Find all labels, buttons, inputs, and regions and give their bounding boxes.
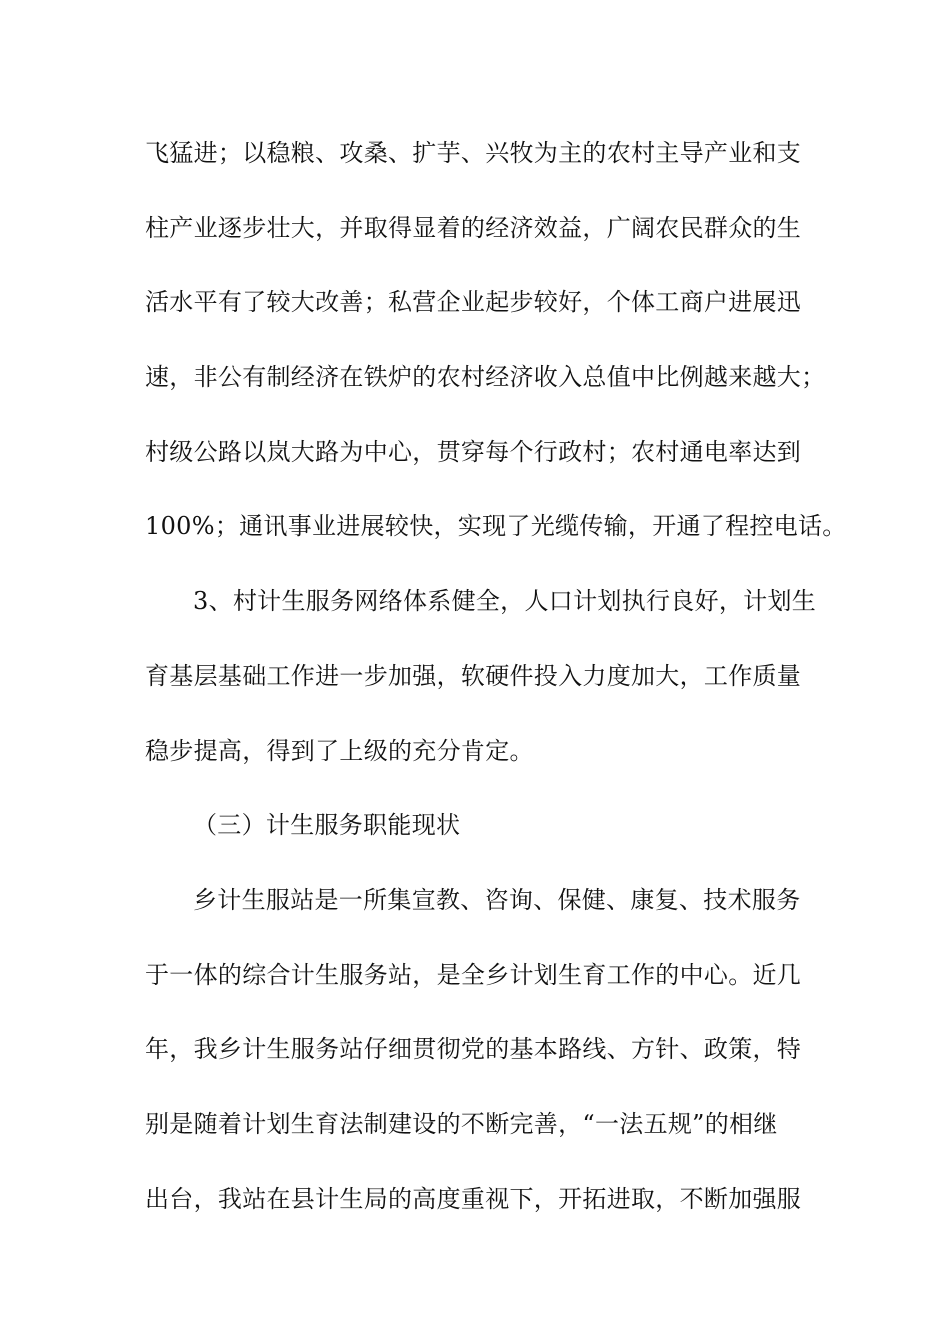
- text-line: 稳步提高，得到了上级的充分肯定。: [145, 736, 534, 765]
- text-line: 柱产业逐步壮大，并取得显着的经济效益，广阔农民群众的生: [145, 213, 802, 242]
- text-line: 育基层基础工作进一步加强，软硬件投入力度加大，工作质量: [145, 661, 802, 690]
- text-line: 乡计生服站是一所集宣教、咨询、保健、康复、技术服务: [193, 885, 801, 914]
- text-line: 活水平有了较大改善；私营企业起步较好，个体工商户进展迅: [145, 288, 802, 317]
- body-text: [145, 132, 847, 1252]
- text-line: 出台，我站在县计生局的高度重视下，开拓进取，不断加强服: [145, 1184, 802, 1213]
- text-line: 村级公路以岚大路为中心，贯穿每个行政村；农村通电率达到: [145, 437, 802, 466]
- text-line: 年，我乡计生服务站仔细贯彻党的基本路线、方针、政策，特: [145, 1035, 802, 1064]
- text-line: 3、村计生服务网络体系健全，人口计划执行良好，计划生: [193, 587, 817, 616]
- text-line: 100%；通讯事业进展较快，实现了光缆传输，开通了程控电话。: [145, 512, 847, 541]
- section-heading: （三）计生服务职能现状: [193, 811, 461, 840]
- text-line: 速，非公有制经济在铁炉的农村经济收入总值中比例越来越大；: [145, 363, 826, 392]
- text-line: 于一体的综合计生服务站，是全乡计划生育工作的中心。近几: [145, 960, 802, 989]
- text-line: 别是随着计划生育法制建设的不断完善，“一法五规”的相继: [145, 1109, 778, 1138]
- text-line: 飞猛进；以稳粮、攻桑、扩芋、兴牧为主的农村主导产业和支: [145, 139, 802, 167]
